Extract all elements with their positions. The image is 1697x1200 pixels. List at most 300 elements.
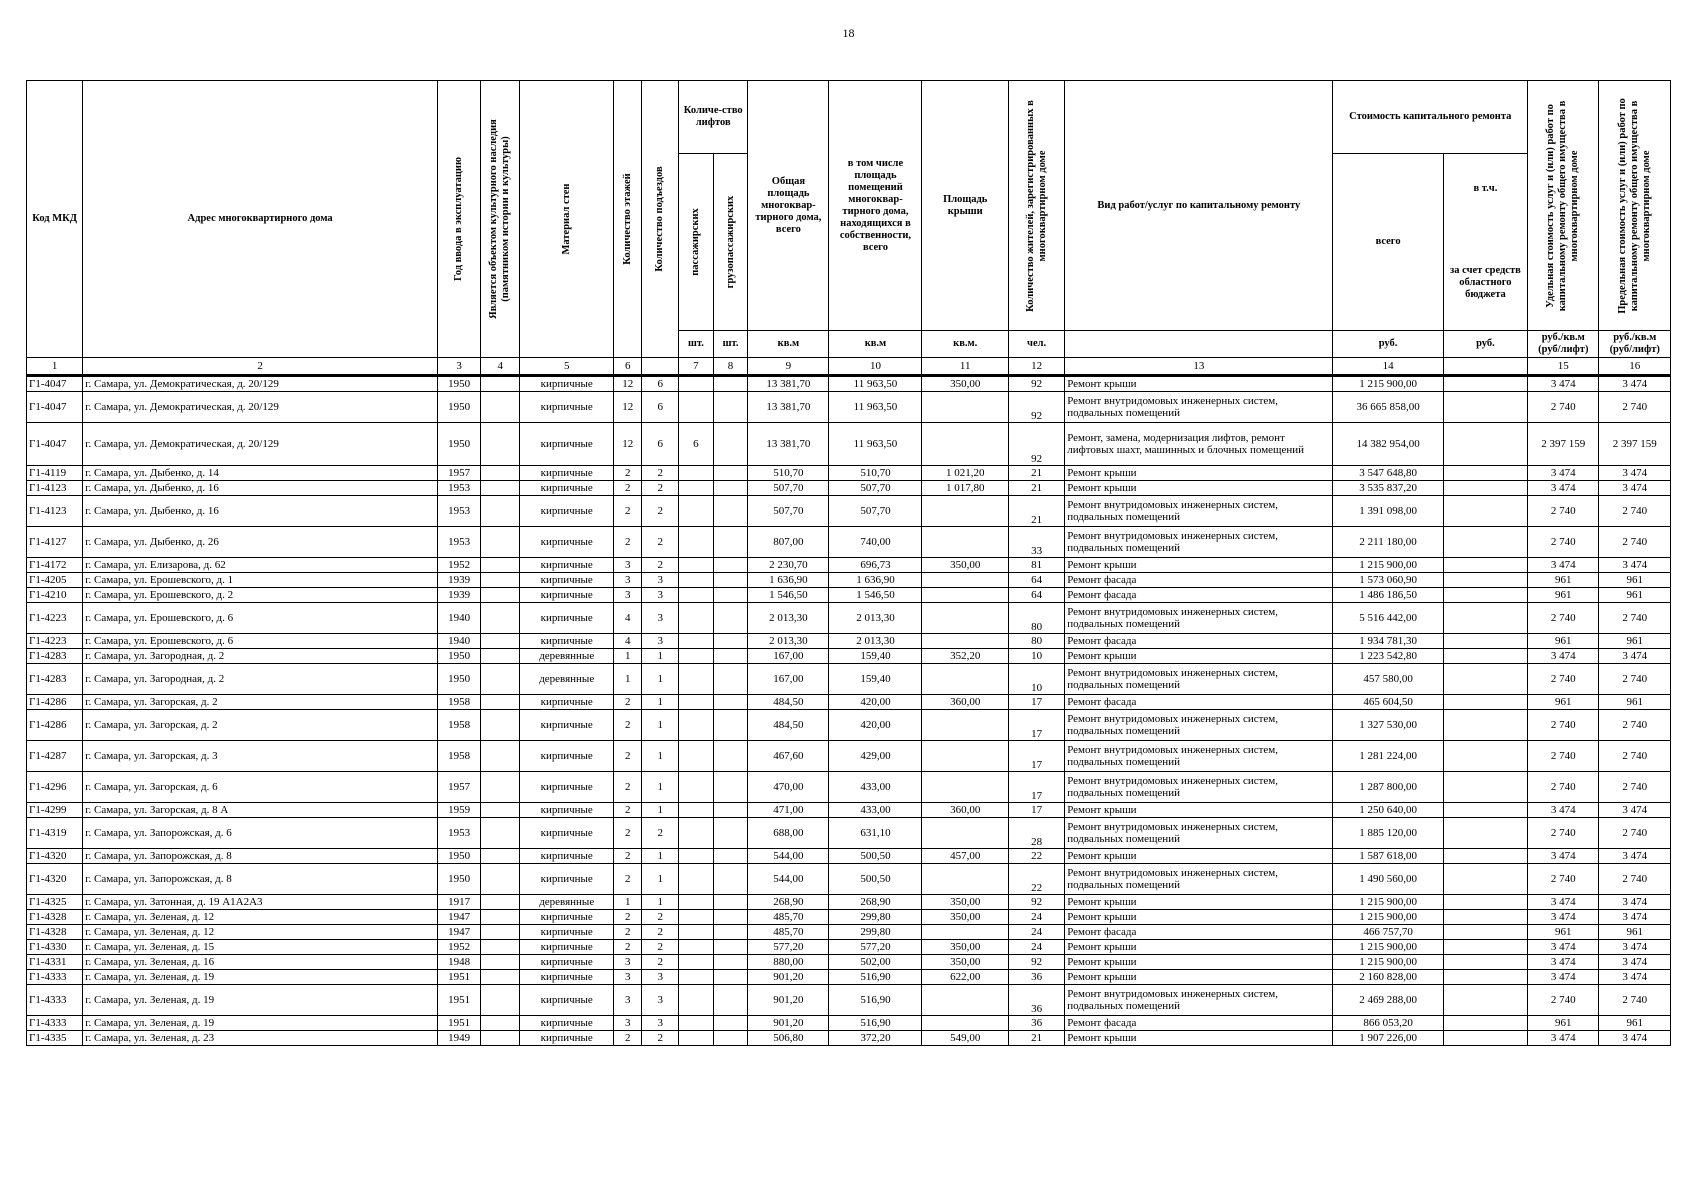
cell-walls: кирпичные <box>520 466 614 481</box>
cell-lifts-c <box>713 1031 748 1046</box>
cell-area: 268,90 <box>748 895 829 910</box>
cell-unit: 3 474 <box>1528 803 1599 818</box>
cell-regional <box>1443 376 1527 392</box>
cell-floors: 3 <box>614 558 642 573</box>
cell-limit: 961 <box>1599 588 1671 603</box>
cell-address: г. Самара, ул. Загородная, д. 2 <box>83 649 438 664</box>
cell-walls: кирпичные <box>520 910 614 925</box>
cell-entrances: 2 <box>642 955 679 970</box>
cell-roof: 350,00 <box>922 955 1009 970</box>
cell-roof: 350,00 <box>922 376 1009 392</box>
cell-heritage <box>481 695 520 710</box>
cell-area: 13 381,70 <box>748 392 829 423</box>
cell-limit: 3 474 <box>1599 1031 1671 1046</box>
cell-address: г. Самара, ул. Зеленая, д. 23 <box>83 1031 438 1046</box>
cell-residents: 21 <box>1008 496 1064 527</box>
cell-residents: 64 <box>1008 588 1064 603</box>
cell-owned: 11 963,50 <box>829 423 922 466</box>
cell-heritage <box>481 603 520 634</box>
cell-year: 1958 <box>437 741 480 772</box>
cell-heritage <box>481 423 520 466</box>
unit-work-empty <box>1065 331 1333 358</box>
cell-code: Г1-4047 <box>27 423 83 466</box>
cell-roof: 350,00 <box>922 940 1009 955</box>
cell-residents: 10 <box>1008 664 1064 695</box>
cell-address: г. Самара, ул. Зеленая, д. 16 <box>83 955 438 970</box>
cell-residents: 92 <box>1008 392 1064 423</box>
cell-regional <box>1443 940 1527 955</box>
cell-year: 1939 <box>437 573 480 588</box>
cell-residents: 80 <box>1008 603 1064 634</box>
cell-code: Г1-4287 <box>27 741 83 772</box>
cell-floors: 2 <box>614 925 642 940</box>
cell-residents: 17 <box>1008 710 1064 741</box>
cell-walls: кирпичные <box>520 772 614 803</box>
cell-total: 1 250 640,00 <box>1333 803 1443 818</box>
cell-owned: 516,90 <box>829 1016 922 1031</box>
cell-entrances: 3 <box>642 970 679 985</box>
cell-regional <box>1443 803 1527 818</box>
cell-walls: деревянные <box>520 649 614 664</box>
cell-walls: кирпичные <box>520 710 614 741</box>
table-row <box>27 985 1671 1016</box>
cell-code: Г1-4320 <box>27 849 83 864</box>
cell-limit: 961 <box>1599 573 1671 588</box>
header-cost-regional-label: за счет средств областного бюджета <box>1450 265 1521 300</box>
cell-area: 506,80 <box>748 1031 829 1046</box>
cell-limit: 2 740 <box>1599 603 1671 634</box>
cell-work: Ремонт крыши <box>1065 1031 1333 1046</box>
cell-unit: 3 474 <box>1528 558 1599 573</box>
cell-work: Ремонт внутридомовых инженерных систем, подвальных помещений <box>1065 864 1333 895</box>
cell-limit: 2 740 <box>1599 818 1671 849</box>
cell-walls: кирпичные <box>520 955 614 970</box>
cell-lifts-c <box>713 772 748 803</box>
cell-regional <box>1443 481 1527 496</box>
cell-code: Г1-4205 <box>27 573 83 588</box>
cell-limit: 3 474 <box>1599 481 1671 496</box>
cell-code: Г1-4333 <box>27 1016 83 1031</box>
column-number: 15 <box>1528 358 1599 376</box>
cell-address: г. Самара, ул. Зеленая, д. 15 <box>83 940 438 955</box>
cell-lifts-p <box>679 803 714 818</box>
cell-total: 3 535 837,20 <box>1333 481 1443 496</box>
cell-work: Ремонт крыши <box>1065 649 1333 664</box>
header-entrances: Количество подъездов <box>642 81 679 358</box>
header-heritage: Является объектом культурного наследия (памятником истории и культуры) <box>481 81 520 358</box>
cell-floors: 2 <box>614 527 642 558</box>
cell-year: 1950 <box>437 864 480 895</box>
table-row <box>27 741 1671 772</box>
cell-entrances: 2 <box>642 466 679 481</box>
cell-year: 1950 <box>437 649 480 664</box>
cell-entrances: 2 <box>642 940 679 955</box>
table-row <box>27 895 1671 910</box>
cell-roof: 350,00 <box>922 558 1009 573</box>
column-number: 12 <box>1008 358 1064 376</box>
cell-work: Ремонт внутридомовых инженерных систем, подвальных помещений <box>1065 527 1333 558</box>
cell-residents: 36 <box>1008 1016 1064 1031</box>
cell-entrances: 6 <box>642 376 679 392</box>
cell-roof <box>922 864 1009 895</box>
cell-area: 471,00 <box>748 803 829 818</box>
cell-regional <box>1443 527 1527 558</box>
cell-regional <box>1443 864 1527 895</box>
cell-roof <box>922 985 1009 1016</box>
header-cost-total: всего <box>1333 154 1443 331</box>
cell-work: Ремонт крыши <box>1065 970 1333 985</box>
cell-code: Г1-4296 <box>27 772 83 803</box>
cell-regional <box>1443 423 1527 466</box>
table-row <box>27 466 1671 481</box>
column-number: 1 <box>27 358 83 376</box>
cell-unit: 2 740 <box>1528 985 1599 1016</box>
unit-sqm-1: кв.м <box>748 331 829 358</box>
cell-unit: 3 474 <box>1528 849 1599 864</box>
cell-address: г. Самара, ул. Зеленая, д. 12 <box>83 910 438 925</box>
cell-unit: 961 <box>1528 588 1599 603</box>
cell-owned: 1 636,90 <box>829 573 922 588</box>
cell-code: Г1-4283 <box>27 649 83 664</box>
cell-owned: 502,00 <box>829 955 922 970</box>
cell-year: 1951 <box>437 1016 480 1031</box>
column-number: 4 <box>481 358 520 376</box>
cell-residents: 21 <box>1008 1031 1064 1046</box>
cell-walls: кирпичные <box>520 423 614 466</box>
cell-work: Ремонт крыши <box>1065 466 1333 481</box>
cell-entrances: 1 <box>642 664 679 695</box>
cell-lifts-c <box>713 741 748 772</box>
cell-limit: 2 740 <box>1599 392 1671 423</box>
cell-unit: 961 <box>1528 1016 1599 1031</box>
cell-residents: 80 <box>1008 634 1064 649</box>
column-number <box>642 358 679 376</box>
cell-total: 1 327 530,00 <box>1333 710 1443 741</box>
cell-total: 5 516 442,00 <box>1333 603 1443 634</box>
cell-limit: 3 474 <box>1599 649 1671 664</box>
cell-unit: 2 740 <box>1528 392 1599 423</box>
cell-lifts-p <box>679 558 714 573</box>
cell-year: 1953 <box>437 481 480 496</box>
cell-limit: 961 <box>1599 1016 1671 1031</box>
cell-address: г. Самара, ул. Елизарова, д. 62 <box>83 558 438 573</box>
cell-roof <box>922 588 1009 603</box>
cell-walls: кирпичные <box>520 925 614 940</box>
cell-floors: 2 <box>614 710 642 741</box>
cell-regional <box>1443 588 1527 603</box>
column-number: 10 <box>829 358 922 376</box>
unit-pcs-1: шт. <box>679 331 714 358</box>
cell-code: Г1-4333 <box>27 985 83 1016</box>
cell-residents: 36 <box>1008 985 1064 1016</box>
table-row <box>27 376 1671 392</box>
cell-owned: 299,80 <box>829 925 922 940</box>
cell-lifts-p <box>679 376 714 392</box>
cell-unit: 961 <box>1528 925 1599 940</box>
cell-entrances: 2 <box>642 1031 679 1046</box>
cell-floors: 4 <box>614 634 642 649</box>
cell-area: 485,70 <box>748 925 829 940</box>
cell-regional <box>1443 603 1527 634</box>
cell-walls: кирпичные <box>520 376 614 392</box>
cell-floors: 3 <box>614 588 642 603</box>
cell-heritage <box>481 588 520 603</box>
cell-unit: 3 474 <box>1528 466 1599 481</box>
cell-walls: кирпичные <box>520 496 614 527</box>
cell-unit: 3 474 <box>1528 376 1599 392</box>
cell-heritage <box>481 772 520 803</box>
cell-year: 1947 <box>437 925 480 940</box>
cell-work: Ремонт фасада <box>1065 925 1333 940</box>
cell-year: 1940 <box>437 603 480 634</box>
table-row <box>27 649 1671 664</box>
cell-floors: 3 <box>614 955 642 970</box>
cell-owned: 420,00 <box>829 695 922 710</box>
cell-roof: 1 017,80 <box>922 481 1009 496</box>
cell-roof <box>922 603 1009 634</box>
cell-address: г. Самара, ул. Загорская, д. 3 <box>83 741 438 772</box>
cell-year: 1948 <box>437 955 480 970</box>
cell-roof: 622,00 <box>922 970 1009 985</box>
cell-owned: 1 546,50 <box>829 588 922 603</box>
cell-year: 1958 <box>437 710 480 741</box>
cell-entrances: 6 <box>642 392 679 423</box>
cell-owned: 433,00 <box>829 803 922 818</box>
cell-unit: 2 740 <box>1528 741 1599 772</box>
cell-lifts-c <box>713 634 748 649</box>
cell-area: 167,00 <box>748 664 829 695</box>
cell-lifts-c <box>713 603 748 634</box>
cell-heritage <box>481 803 520 818</box>
column-number: 14 <box>1333 358 1443 376</box>
cell-year: 1959 <box>437 803 480 818</box>
cell-year: 1951 <box>437 970 480 985</box>
cell-code: Г1-4333 <box>27 970 83 985</box>
cell-residents: 64 <box>1008 573 1064 588</box>
cell-regional <box>1443 649 1527 664</box>
cell-limit: 961 <box>1599 925 1671 940</box>
cell-roof <box>922 741 1009 772</box>
capital-repair-register-table <box>26 80 1671 1046</box>
cell-work: Ремонт фасада <box>1065 1016 1333 1031</box>
cell-year: 1947 <box>437 910 480 925</box>
cell-entrances: 1 <box>642 895 679 910</box>
cell-unit: 2 740 <box>1528 710 1599 741</box>
cell-regional <box>1443 466 1527 481</box>
cell-owned: 500,50 <box>829 849 922 864</box>
cell-roof: 457,00 <box>922 849 1009 864</box>
cell-entrances: 3 <box>642 1016 679 1031</box>
cell-code: Г1-4325 <box>27 895 83 910</box>
cell-floors: 2 <box>614 772 642 803</box>
cell-heritage <box>481 970 520 985</box>
unit-unit-cost: руб./кв.м (руб/лифт) <box>1528 331 1599 358</box>
cell-lifts-p <box>679 496 714 527</box>
cell-lifts-c <box>713 527 748 558</box>
cell-work: Ремонт крыши <box>1065 803 1333 818</box>
cell-address: г. Самара, ул. Ерошевского, д. 1 <box>83 573 438 588</box>
cell-address: г. Самара, ул. Загородная, д. 2 <box>83 664 438 695</box>
cell-residents: 22 <box>1008 864 1064 895</box>
column-number: 16 <box>1599 358 1671 376</box>
cell-address: г. Самара, ул. Ерошевского, д. 2 <box>83 588 438 603</box>
column-number: 7 <box>679 358 714 376</box>
cell-roof <box>922 1016 1009 1031</box>
cell-unit: 3 474 <box>1528 910 1599 925</box>
cell-year: 1950 <box>437 849 480 864</box>
cell-floors: 1 <box>614 649 642 664</box>
cell-address: г. Самара, ул. Загорская, д. 2 <box>83 695 438 710</box>
cell-owned: 420,00 <box>829 710 922 741</box>
cell-year: 1950 <box>437 376 480 392</box>
cell-heritage <box>481 392 520 423</box>
cell-owned: 631,10 <box>829 818 922 849</box>
cell-heritage <box>481 985 520 1016</box>
column-number: 11 <box>922 358 1009 376</box>
cell-regional <box>1443 1016 1527 1031</box>
cell-address: г. Самара, ул. Демократическая, д. 20/129 <box>83 423 438 466</box>
cell-area: 467,60 <box>748 741 829 772</box>
cell-entrances: 2 <box>642 496 679 527</box>
cell-regional <box>1443 985 1527 1016</box>
cell-work: Ремонт внутридомовых инженерных систем, подвальных помещений <box>1065 603 1333 634</box>
cell-lifts-p <box>679 481 714 496</box>
cell-total: 2 469 288,00 <box>1333 985 1443 1016</box>
cell-heritage <box>481 710 520 741</box>
unit-rub-2: руб. <box>1443 331 1527 358</box>
cell-entrances: 1 <box>642 864 679 895</box>
cell-regional <box>1443 741 1527 772</box>
cell-code: Г1-4299 <box>27 803 83 818</box>
cell-total: 1 215 900,00 <box>1333 940 1443 955</box>
cell-regional <box>1443 1031 1527 1046</box>
cell-residents: 21 <box>1008 481 1064 496</box>
cell-walls: кирпичные <box>520 803 614 818</box>
cell-floors: 2 <box>614 496 642 527</box>
cell-work: Ремонт фасада <box>1065 695 1333 710</box>
cell-area: 167,00 <box>748 649 829 664</box>
cell-limit: 3 474 <box>1599 466 1671 481</box>
cell-code: Г1-4123 <box>27 481 83 496</box>
cell-floors: 2 <box>614 940 642 955</box>
cell-roof: 350,00 <box>922 910 1009 925</box>
unit-sqm-2: кв.м <box>829 331 922 358</box>
cell-address: г. Самара, ул. Запорожская, д. 6 <box>83 818 438 849</box>
header-lifts: Количе-ство лифтов <box>679 81 748 154</box>
cell-residents: 22 <box>1008 849 1064 864</box>
cell-lifts-p <box>679 970 714 985</box>
cell-total: 2 211 180,00 <box>1333 527 1443 558</box>
cell-unit: 2 740 <box>1528 864 1599 895</box>
cell-lifts-p <box>679 849 714 864</box>
cell-code: Г1-4047 <box>27 392 83 423</box>
cell-address: г. Самара, ул. Дыбенко, д. 16 <box>83 496 438 527</box>
table-row <box>27 803 1671 818</box>
cell-heritage <box>481 940 520 955</box>
cell-limit: 2 740 <box>1599 741 1671 772</box>
cell-heritage <box>481 634 520 649</box>
cell-walls: кирпичные <box>520 558 614 573</box>
table-row <box>27 710 1671 741</box>
cell-owned: 11 963,50 <box>829 376 922 392</box>
cell-walls: кирпичные <box>520 818 614 849</box>
cell-year: 1950 <box>437 664 480 695</box>
cell-area: 880,00 <box>748 955 829 970</box>
table-row <box>27 925 1671 940</box>
cell-area: 688,00 <box>748 818 829 849</box>
cell-year: 1940 <box>437 634 480 649</box>
cell-roof <box>922 423 1009 466</box>
header-code: Код МКД <box>27 81 83 358</box>
cell-floors: 1 <box>614 664 642 695</box>
cell-area: 485,70 <box>748 910 829 925</box>
cell-entrances: 2 <box>642 818 679 849</box>
cell-entrances: 1 <box>642 710 679 741</box>
header-cost-regional <box>1443 154 1527 331</box>
cell-lifts-c <box>713 864 748 895</box>
cell-address: г. Самара, ул. Зеленая, д. 19 <box>83 970 438 985</box>
cell-year: 1957 <box>437 466 480 481</box>
cell-residents: 24 <box>1008 925 1064 940</box>
table-row <box>27 849 1671 864</box>
cell-total: 1 573 060,90 <box>1333 573 1443 588</box>
cell-roof: 360,00 <box>922 695 1009 710</box>
cell-owned: 577,20 <box>829 940 922 955</box>
cell-roof: 549,00 <box>922 1031 1009 1046</box>
cell-walls: кирпичные <box>520 588 614 603</box>
cell-entrances: 1 <box>642 849 679 864</box>
table-row <box>27 772 1671 803</box>
cell-residents: 17 <box>1008 772 1064 803</box>
table-row <box>27 558 1671 573</box>
cell-total: 1 287 800,00 <box>1333 772 1443 803</box>
cell-owned: 500,50 <box>829 864 922 895</box>
header-walls: Материал стен <box>520 81 614 358</box>
cell-lifts-p <box>679 741 714 772</box>
cell-code: Г1-4223 <box>27 603 83 634</box>
cell-address: г. Самара, ул. Ерошевского, д. 6 <box>83 603 438 634</box>
cell-work: Ремонт крыши <box>1065 910 1333 925</box>
cell-regional <box>1443 772 1527 803</box>
cell-lifts-c <box>713 695 748 710</box>
table-row <box>27 392 1671 423</box>
cell-total: 1 223 542,80 <box>1333 649 1443 664</box>
cell-lifts-c <box>713 423 748 466</box>
cell-regional <box>1443 710 1527 741</box>
cell-total: 1 215 900,00 <box>1333 910 1443 925</box>
cell-code: Г1-4283 <box>27 664 83 695</box>
cell-walls: кирпичные <box>520 481 614 496</box>
cell-work: Ремонт крыши <box>1065 376 1333 392</box>
cell-limit: 2 740 <box>1599 527 1671 558</box>
cell-year: 1939 <box>437 588 480 603</box>
cell-lifts-c <box>713 818 748 849</box>
table-row <box>27 818 1671 849</box>
cell-code: Г1-4320 <box>27 864 83 895</box>
cell-limit: 3 474 <box>1599 955 1671 970</box>
cell-floors: 3 <box>614 573 642 588</box>
table-row <box>27 664 1671 695</box>
cell-unit: 2 740 <box>1528 772 1599 803</box>
cell-address: г. Самара, ул. Демократическая, д. 20/129 <box>83 392 438 423</box>
cell-entrances: 3 <box>642 634 679 649</box>
cell-lifts-c <box>713 849 748 864</box>
header-floors: Количество этажей <box>614 81 642 358</box>
cell-lifts-c <box>713 803 748 818</box>
cell-total: 1 490 560,00 <box>1333 864 1443 895</box>
cell-regional <box>1443 925 1527 940</box>
cell-entrances: 2 <box>642 925 679 940</box>
